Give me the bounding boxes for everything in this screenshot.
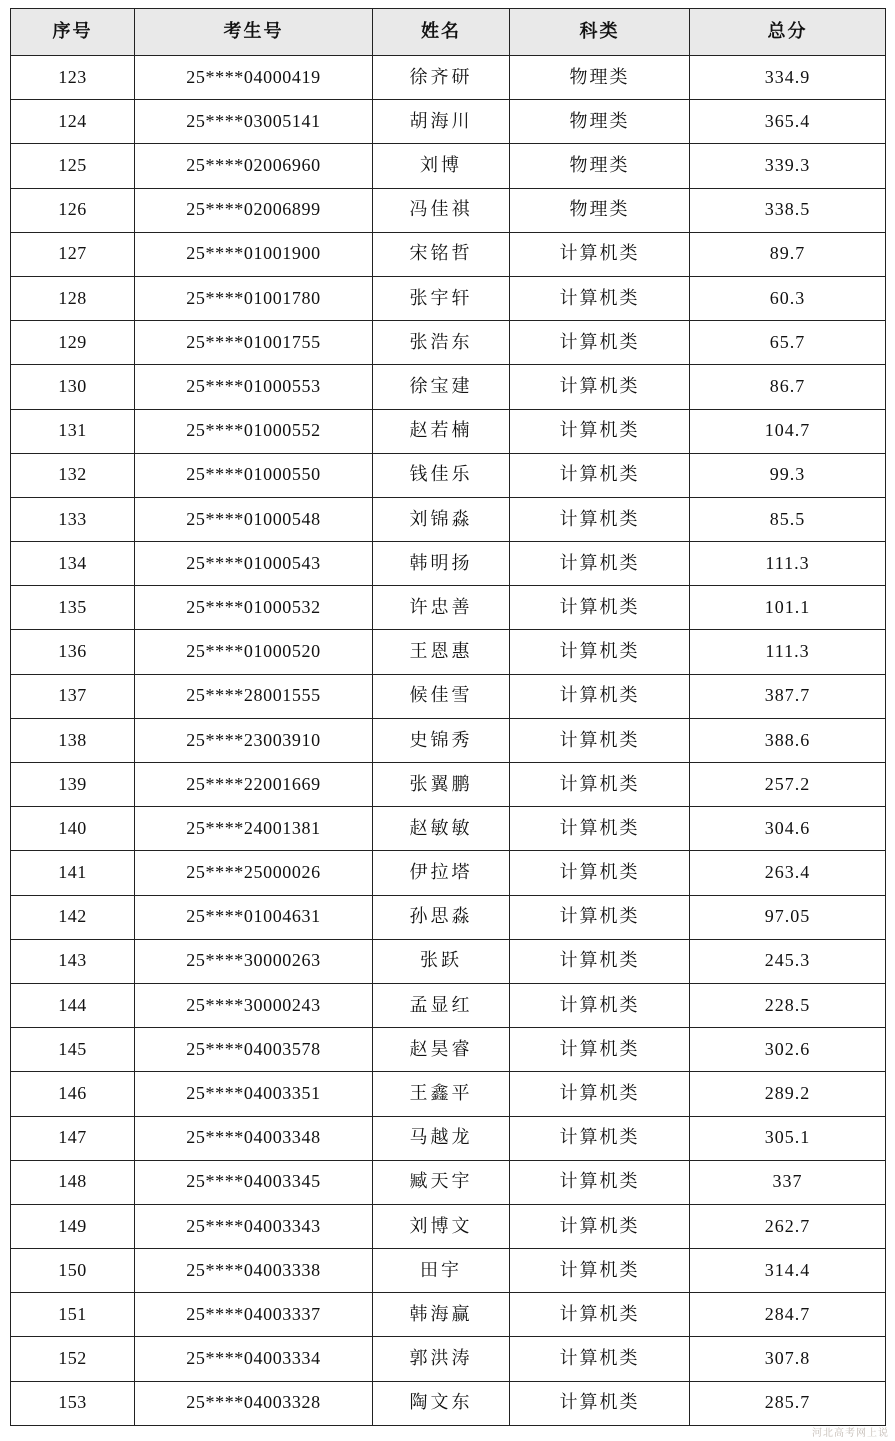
cell-name: 张浩东 — [373, 321, 510, 365]
cell-total-score: 263.4 — [690, 851, 886, 895]
cell-exam-id: 25****30000243 — [135, 983, 373, 1027]
table-row — [11, 1072, 886, 1116]
cell-name: 王鑫平 — [373, 1072, 510, 1116]
cell-total-score: 307.8 — [690, 1337, 886, 1381]
cell-exam-id: 25****04003334 — [135, 1337, 373, 1381]
cell-total-score: 388.6 — [690, 718, 886, 762]
table-body — [11, 56, 886, 1426]
column-header-exam-id: 考生号 — [135, 9, 373, 56]
cell-exam-id: 25****04003578 — [135, 1028, 373, 1072]
cell-category: 计算机类 — [510, 1160, 690, 1204]
cell-total-score: 65.7 — [690, 321, 886, 365]
cell-seq: 135 — [11, 586, 135, 630]
cell-category: 计算机类 — [510, 1028, 690, 1072]
cell-exam-id: 25****04000419 — [135, 56, 373, 100]
cell-category: 计算机类 — [510, 674, 690, 718]
cell-exam-id: 25****04003328 — [135, 1381, 373, 1425]
cell-exam-id: 25****03005141 — [135, 100, 373, 144]
cell-category: 计算机类 — [510, 542, 690, 586]
cell-seq: 134 — [11, 542, 135, 586]
cell-seq: 128 — [11, 276, 135, 320]
cell-total-score: 111.3 — [690, 630, 886, 674]
cell-exam-id: 25****01001755 — [135, 321, 373, 365]
table-row — [11, 763, 886, 807]
cell-name: 张跃 — [373, 939, 510, 983]
cell-seq: 132 — [11, 453, 135, 497]
cell-category: 计算机类 — [510, 807, 690, 851]
column-header-name: 姓名 — [373, 9, 510, 56]
cell-name: 臧天宇 — [373, 1160, 510, 1204]
cell-name: 钱佳乐 — [373, 453, 510, 497]
cell-name: 郭洪涛 — [373, 1337, 510, 1381]
cell-exam-id: 25****01001780 — [135, 276, 373, 320]
cell-category: 物理类 — [510, 56, 690, 100]
cell-category: 计算机类 — [510, 718, 690, 762]
cell-seq: 141 — [11, 851, 135, 895]
table-row — [11, 939, 886, 983]
cell-seq: 137 — [11, 674, 135, 718]
cell-total-score: 86.7 — [690, 365, 886, 409]
table-row — [11, 276, 886, 320]
cell-total-score: 289.2 — [690, 1072, 886, 1116]
cell-seq: 151 — [11, 1293, 135, 1337]
table-row — [11, 895, 886, 939]
cell-exam-id: 25****28001555 — [135, 674, 373, 718]
table-row — [11, 365, 886, 409]
cell-name: 赵敏敏 — [373, 807, 510, 851]
cell-seq: 138 — [11, 718, 135, 762]
cell-category: 计算机类 — [510, 983, 690, 1027]
cell-category: 计算机类 — [510, 586, 690, 630]
cell-seq: 144 — [11, 983, 135, 1027]
cell-category: 计算机类 — [510, 630, 690, 674]
cell-category: 物理类 — [510, 188, 690, 232]
cell-category: 计算机类 — [510, 851, 690, 895]
cell-category: 计算机类 — [510, 321, 690, 365]
table-row — [11, 1337, 886, 1381]
cell-category: 计算机类 — [510, 453, 690, 497]
cell-category: 计算机类 — [510, 1337, 690, 1381]
cell-name: 刘博 — [373, 144, 510, 188]
table-row — [11, 1160, 886, 1204]
cell-total-score: 365.4 — [690, 100, 886, 144]
cell-seq: 126 — [11, 188, 135, 232]
cell-seq: 127 — [11, 232, 135, 276]
cell-exam-id: 25****24001381 — [135, 807, 373, 851]
cell-exam-id: 25****04003345 — [135, 1160, 373, 1204]
table-row — [11, 1116, 886, 1160]
cell-total-score: 101.1 — [690, 586, 886, 630]
cell-seq: 131 — [11, 409, 135, 453]
cell-total-score: 60.3 — [690, 276, 886, 320]
table-row — [11, 144, 886, 188]
table-row — [11, 1204, 886, 1248]
cell-seq: 152 — [11, 1337, 135, 1381]
cell-total-score: 228.5 — [690, 983, 886, 1027]
cell-name: 伊拉塔 — [373, 851, 510, 895]
cell-name: 冯佳祺 — [373, 188, 510, 232]
table-header-row — [11, 9, 886, 56]
cell-total-score: 304.6 — [690, 807, 886, 851]
cell-total-score: 302.6 — [690, 1028, 886, 1072]
table-row — [11, 807, 886, 851]
cell-exam-id: 25****01000548 — [135, 497, 373, 541]
cell-exam-id: 25****01000532 — [135, 586, 373, 630]
cell-total-score: 99.3 — [690, 453, 886, 497]
cell-name: 胡海川 — [373, 100, 510, 144]
table-row — [11, 232, 886, 276]
cell-name: 宋铭哲 — [373, 232, 510, 276]
cell-name: 陶文东 — [373, 1381, 510, 1425]
cell-total-score: 257.2 — [690, 763, 886, 807]
cell-name: 史锦秀 — [373, 718, 510, 762]
cell-name: 徐齐研 — [373, 56, 510, 100]
cell-name: 张宇轩 — [373, 276, 510, 320]
watermark: 河北高考网上说 — [812, 1428, 889, 1439]
cell-seq: 148 — [11, 1160, 135, 1204]
score-table — [10, 8, 886, 1426]
cell-category: 计算机类 — [510, 497, 690, 541]
table-row — [11, 718, 886, 762]
cell-seq: 150 — [11, 1249, 135, 1293]
cell-total-score: 284.7 — [690, 1293, 886, 1337]
cell-name: 韩海赢 — [373, 1293, 510, 1337]
cell-category: 计算机类 — [510, 763, 690, 807]
table-row — [11, 1249, 886, 1293]
table-row — [11, 188, 886, 232]
cell-seq: 129 — [11, 321, 135, 365]
table-row — [11, 542, 886, 586]
cell-total-score: 314.4 — [690, 1249, 886, 1293]
cell-exam-id: 25****04003343 — [135, 1204, 373, 1248]
cell-total-score: 262.7 — [690, 1204, 886, 1248]
cell-exam-id: 25****01000550 — [135, 453, 373, 497]
cell-seq: 133 — [11, 497, 135, 541]
cell-category: 计算机类 — [510, 1204, 690, 1248]
table-row — [11, 983, 886, 1027]
column-header-seq: 序号 — [11, 9, 135, 56]
cell-seq: 124 — [11, 100, 135, 144]
cell-exam-id: 25****04003348 — [135, 1116, 373, 1160]
cell-name: 赵昊睿 — [373, 1028, 510, 1072]
cell-seq: 145 — [11, 1028, 135, 1072]
cell-seq: 153 — [11, 1381, 135, 1425]
cell-category: 计算机类 — [510, 1381, 690, 1425]
cell-exam-id: 25****04003351 — [135, 1072, 373, 1116]
cell-name: 马越龙 — [373, 1116, 510, 1160]
cell-name: 徐宝建 — [373, 365, 510, 409]
cell-category: 计算机类 — [510, 276, 690, 320]
cell-seq: 146 — [11, 1072, 135, 1116]
cell-name: 田宇 — [373, 1249, 510, 1293]
cell-name: 张翼鹏 — [373, 763, 510, 807]
cell-total-score: 89.7 — [690, 232, 886, 276]
cell-category: 计算机类 — [510, 1293, 690, 1337]
cell-seq: 142 — [11, 895, 135, 939]
cell-exam-id: 25****01000553 — [135, 365, 373, 409]
cell-seq: 149 — [11, 1204, 135, 1248]
cell-category: 计算机类 — [510, 895, 690, 939]
cell-exam-id: 25****02006899 — [135, 188, 373, 232]
table-row — [11, 409, 886, 453]
cell-name: 候佳雪 — [373, 674, 510, 718]
cell-total-score: 111.3 — [690, 542, 886, 586]
table-row — [11, 586, 886, 630]
cell-total-score: 339.3 — [690, 144, 886, 188]
table-row — [11, 321, 886, 365]
table-row — [11, 851, 886, 895]
table-row — [11, 497, 886, 541]
column-header-category: 科类 — [510, 9, 690, 56]
cell-name: 赵若楠 — [373, 409, 510, 453]
cell-category: 计算机类 — [510, 939, 690, 983]
cell-seq: 147 — [11, 1116, 135, 1160]
cell-seq: 123 — [11, 56, 135, 100]
cell-name: 刘锦淼 — [373, 497, 510, 541]
cell-name: 许忠善 — [373, 586, 510, 630]
cell-name: 孟显红 — [373, 983, 510, 1027]
cell-category: 计算机类 — [510, 232, 690, 276]
column-header-total-score: 总分 — [690, 9, 886, 56]
table-row — [11, 1293, 886, 1337]
cell-category: 物理类 — [510, 100, 690, 144]
cell-category: 计算机类 — [510, 409, 690, 453]
cell-name: 韩明扬 — [373, 542, 510, 586]
cell-total-score: 97.05 — [690, 895, 886, 939]
table-row — [11, 674, 886, 718]
table-row — [11, 56, 886, 100]
cell-exam-id: 25****04003337 — [135, 1293, 373, 1337]
cell-exam-id: 25****04003338 — [135, 1249, 373, 1293]
cell-total-score: 85.5 — [690, 497, 886, 541]
cell-total-score: 104.7 — [690, 409, 886, 453]
cell-category: 计算机类 — [510, 1116, 690, 1160]
cell-name: 孙思淼 — [373, 895, 510, 939]
cell-exam-id: 25****30000263 — [135, 939, 373, 983]
cell-exam-id: 25****01004631 — [135, 895, 373, 939]
cell-seq: 130 — [11, 365, 135, 409]
cell-category: 计算机类 — [510, 365, 690, 409]
cell-exam-id: 25****22001669 — [135, 763, 373, 807]
cell-exam-id: 25****01000552 — [135, 409, 373, 453]
cell-seq: 136 — [11, 630, 135, 674]
cell-total-score: 338.5 — [690, 188, 886, 232]
cell-seq: 143 — [11, 939, 135, 983]
table-row — [11, 630, 886, 674]
table-row — [11, 453, 886, 497]
cell-category: 计算机类 — [510, 1249, 690, 1293]
cell-exam-id: 25****25000026 — [135, 851, 373, 895]
cell-total-score: 387.7 — [690, 674, 886, 718]
cell-total-score: 285.7 — [690, 1381, 886, 1425]
cell-total-score: 305.1 — [690, 1116, 886, 1160]
cell-category: 物理类 — [510, 144, 690, 188]
cell-name: 王恩惠 — [373, 630, 510, 674]
cell-exam-id: 25****01000520 — [135, 630, 373, 674]
cell-exam-id: 25****02006960 — [135, 144, 373, 188]
cell-seq: 140 — [11, 807, 135, 851]
cell-name: 刘博文 — [373, 1204, 510, 1248]
cell-total-score: 337 — [690, 1160, 886, 1204]
table-row — [11, 1028, 886, 1072]
cell-exam-id: 25****01000543 — [135, 542, 373, 586]
cell-total-score: 245.3 — [690, 939, 886, 983]
table-row — [11, 100, 886, 144]
table-row — [11, 1381, 886, 1425]
cell-exam-id: 25****23003910 — [135, 718, 373, 762]
cell-category: 计算机类 — [510, 1072, 690, 1116]
cell-seq: 139 — [11, 763, 135, 807]
cell-total-score: 334.9 — [690, 56, 886, 100]
cell-exam-id: 25****01001900 — [135, 232, 373, 276]
cell-seq: 125 — [11, 144, 135, 188]
